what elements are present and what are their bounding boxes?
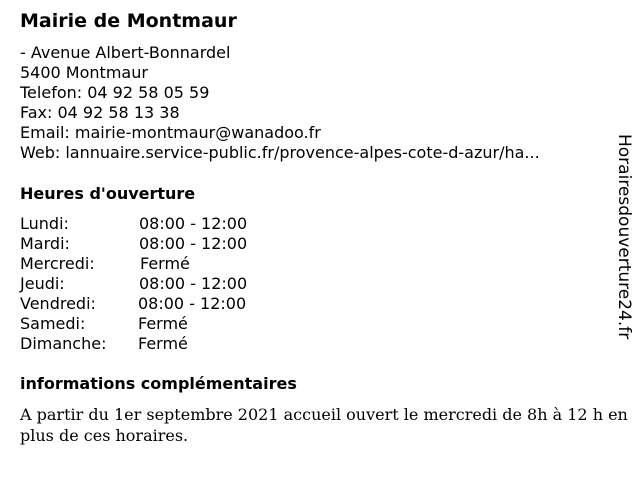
- address-line-2: 5400 Montmaur: [20, 63, 148, 82]
- time-value: Fermé: [138, 314, 188, 333]
- time-value: 08:00 - 12:00: [138, 294, 247, 313]
- info-heading: informations complémentaires: [20, 374, 297, 393]
- time-value: 08:00 - 12:00: [139, 214, 248, 233]
- contact-block: [20, 43, 540, 163]
- day-label: Jeudi:: [20, 274, 65, 293]
- info-text: A partir du 1er septembre 2021 accueil ouvert le mercredi de 8h à 12 h en plus de ces horaires.: [20, 405, 628, 445]
- email-line: Email: mairie-montmaur@wanadoo.fr: [20, 123, 321, 142]
- time-value: Fermé: [140, 254, 190, 273]
- address-line-1: - Avenue Albert-Bonnardel: [20, 43, 231, 62]
- phone-line: Telefon: 04 92 58 05 59: [20, 83, 210, 102]
- watermark: [611, 134, 635, 344]
- hours-heading: Heures d'ouverture: [20, 184, 196, 203]
- time-value: 08:00 - 12:00: [139, 234, 248, 253]
- day-label: Dimanche:: [20, 334, 107, 353]
- day-label: Lundi:: [20, 214, 69, 233]
- day-label: Samedi:: [20, 314, 86, 333]
- day-label: Mardi:: [20, 234, 70, 253]
- time-value: Fermé: [138, 334, 188, 353]
- time-value: 08:00 - 12:00: [139, 274, 248, 293]
- page-title: Mairie de Montmaur: [20, 10, 237, 32]
- day-label: Mercredi:: [20, 254, 95, 273]
- day-label: Vendredi:: [20, 294, 96, 313]
- watermark-text: Horairesdouverture24.fr: [614, 134, 634, 340]
- web-line: Web: lannuaire.service-public.fr/provence-alpes-cote-d-azur/ha...: [20, 143, 540, 162]
- fax-line: Fax: 04 92 58 13 38: [20, 103, 180, 122]
